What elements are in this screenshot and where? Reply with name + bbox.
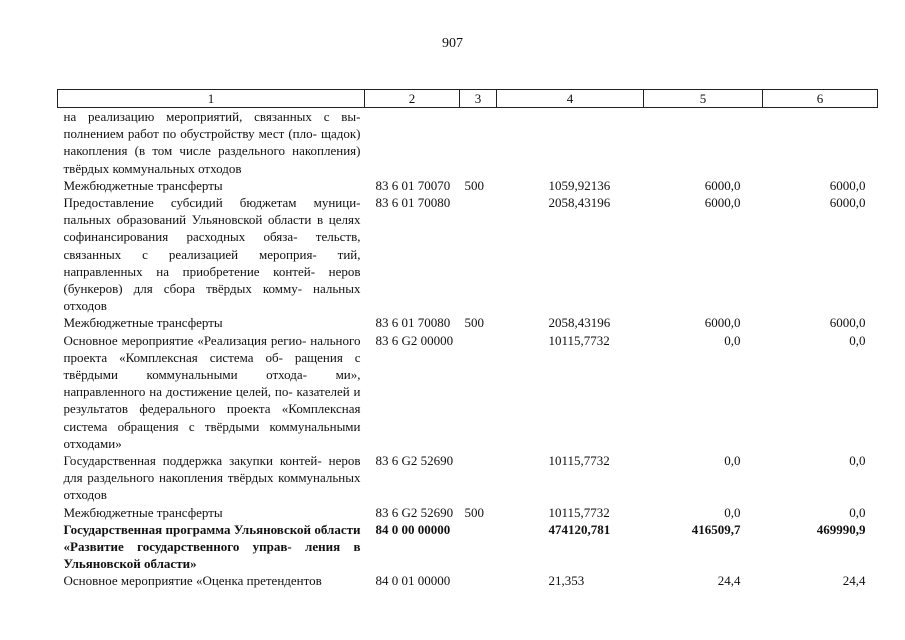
amount-col6: 0,0	[849, 453, 866, 469]
amount-col5: 0,0	[724, 453, 741, 469]
header-row	[58, 90, 878, 108]
table-row	[58, 177, 878, 194]
table-row	[58, 452, 878, 504]
budget-code: 83 6 01 70080	[375, 315, 451, 331]
header-cell-1: 1	[58, 90, 365, 108]
amount-col6: 6000,0	[829, 177, 866, 193]
header-cell-2: 2	[365, 90, 460, 108]
item-name: Основное мероприятие «Оценка претендентов	[63, 573, 322, 589]
item-name: Государственная программа Ульяновской области «Развитие государственного управ- ления в Ульяновской области»	[63, 521, 361, 572]
budget-code: 83 6 G2 52690	[375, 504, 454, 520]
amount-col4	[497, 108, 644, 177]
budget-code: 84 0 01 00000	[375, 573, 451, 589]
page-number: 907	[442, 36, 463, 51]
amount-col6: 24,4	[842, 573, 866, 589]
amount-col5	[644, 108, 763, 177]
expense-type	[460, 521, 497, 573]
header-cell-6: 6	[763, 90, 878, 108]
item-name: на реализацию мероприятий, связанных с вы- полнением работ по обустройству мест (пло- щадок) накопления (в том числе раздельного накопления) твёрдых коммунальных отходов	[63, 109, 361, 176]
amount-col5: 6000,0	[704, 177, 741, 193]
table-row	[58, 521, 878, 573]
amount-col6: 469990,9	[816, 521, 866, 537]
budget-code	[365, 108, 460, 177]
amount-col5: 0,0	[724, 332, 741, 348]
expense-type: 500	[464, 315, 484, 331]
amount-col4: 10115,7732	[548, 453, 610, 469]
table-row	[58, 572, 878, 589]
amount-col5: 416509,7	[691, 521, 741, 537]
amount-col6	[763, 108, 878, 177]
amount-col5: 24,4	[717, 573, 741, 589]
expense-type	[460, 194, 497, 314]
budget-code: 83 6 01 70070	[375, 177, 451, 193]
table-row	[58, 504, 878, 521]
amount-col4: 10115,7732	[548, 504, 610, 520]
table-row	[58, 194, 878, 314]
table-body	[58, 108, 878, 590]
table-row	[58, 332, 878, 452]
amount-col4: 10115,7732	[548, 332, 610, 348]
item-name: Предоставление субсидий бюджетам муници- пальных образований Ульяновской области в целях софинансирования расходных обяза- тельств, связанных с реализацией мероприя- тий, направленных на приобретение контей- неров (бункеров) для сбора твёрдых комму- нальных отходов	[63, 195, 361, 314]
amount-col6: 6000,0	[829, 315, 866, 331]
table-row	[58, 108, 878, 177]
amount-col4: 21,353	[548, 573, 585, 589]
item-name: Основное мероприятие «Реализация регио- нального проекта «Комплексная система об- ращения с твёрдыми коммунальными отхода- ми», направленного на достижение целей, по- казателей и результатов федерального проекта «Комплексная система обращения с твёрдыми коммунальными отходами»	[63, 332, 361, 451]
budget-code: 83 6 01 70080	[375, 195, 451, 211]
item-name: Государственная поддержка закупки контей- неров для раздельного накопления твёрдых коммунальных отходов	[63, 453, 361, 503]
header-cell-5: 5	[644, 90, 763, 108]
amount-col5: 6000,0	[704, 315, 741, 331]
expense-type	[460, 108, 497, 177]
expense-type	[460, 572, 497, 589]
header-cell-3: 3	[460, 90, 497, 108]
budget-code: 84 0 00 00000	[375, 521, 451, 537]
amount-col4: 474120,781	[548, 521, 611, 537]
amount-col4: 1059,92136	[548, 177, 611, 193]
amount-col6: 0,0	[849, 504, 866, 520]
amount-col6: 0,0	[849, 332, 866, 348]
table-header	[58, 90, 878, 108]
budget-code: 83 6 G2 52690	[375, 453, 454, 469]
budget-code: 83 6 G2 00000	[375, 332, 454, 348]
header-cell-4: 4	[497, 90, 644, 108]
table-row	[58, 314, 878, 331]
budget-table	[57, 89, 878, 590]
expense-type	[460, 332, 497, 452]
expense-type: 500	[464, 504, 484, 520]
item-name: Межбюджетные трансферты	[63, 177, 223, 193]
amount-col5: 6000,0	[704, 195, 741, 211]
amount-col4: 2058,43196	[548, 195, 611, 211]
amount-col5: 0,0	[724, 504, 741, 520]
item-name: Межбюджетные трансферты	[63, 315, 223, 331]
item-name: Межбюджетные трансферты	[63, 504, 223, 520]
amount-col6: 6000,0	[829, 195, 866, 211]
amount-col4: 2058,43196	[548, 315, 611, 331]
expense-type	[460, 452, 497, 504]
expense-type: 500	[464, 177, 484, 193]
